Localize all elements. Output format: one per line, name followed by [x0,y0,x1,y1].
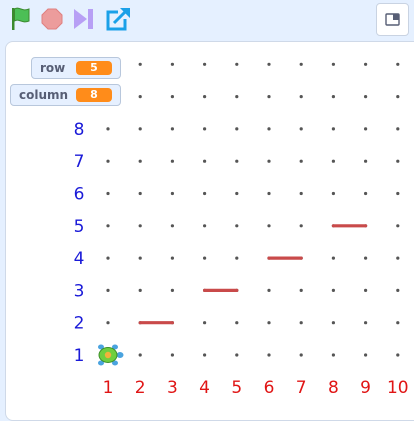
grid-dot [364,289,367,292]
grid-dot [106,321,109,324]
grid-dot [396,63,399,66]
grid-dot [332,95,335,98]
grid-dot [267,353,270,356]
grid-dot [106,160,109,163]
grid-dot [267,63,270,66]
grid-dot [332,257,335,260]
grid-dot [300,160,303,163]
grid-dot [171,63,174,66]
grid-dot [106,257,109,260]
column-number: 3 [166,378,178,398]
grid-dot [171,127,174,130]
column-number: 6 [263,378,275,398]
grid-dot [139,192,142,195]
grid-dot [364,257,367,260]
small-stage-icon [377,4,408,35]
grid-dot [300,353,303,356]
grid-dot [139,353,142,356]
column-monitor-value: 8 [76,88,112,102]
grid-dot [235,160,238,163]
column-number: 8 [327,378,339,398]
small-stage-button[interactable] [376,3,409,36]
grid-dot [203,127,206,130]
grid-dot [364,160,367,163]
grid-dot [235,224,238,227]
row-monitor-label: row [40,61,66,75]
row-number: 3 [73,281,85,302]
grid-dot [396,224,399,227]
grid-dot [364,353,367,356]
grid-dot [139,257,142,260]
row-number: 8 [73,119,85,140]
grid-dot [235,321,238,324]
stop-icon[interactable] [40,6,64,32]
grid-dot [171,192,174,195]
row-monitor-value: 5 [76,61,112,75]
grid-dot [139,127,142,130]
row-number: 2 [73,313,85,334]
grid-dot [171,224,174,227]
grid-dot [300,127,303,130]
grid-dot [171,353,174,356]
grid-dot [267,127,270,130]
grid-dot [235,63,238,66]
grid-dot [203,224,206,227]
stage[interactable] [5,41,414,421]
toolbar [0,0,414,40]
grid-dot [139,160,142,163]
grid-dot [364,192,367,195]
share-icon[interactable] [104,6,132,32]
row-number: 7 [73,152,85,173]
grid-dot [106,289,109,292]
grid-dot [171,160,174,163]
grid-dot [171,289,174,292]
grid-dot [139,289,142,292]
grid-dot [203,257,206,260]
grid-dot [235,192,238,195]
column-number: 1 [102,378,114,398]
grid-dot [235,257,238,260]
grid-dot [332,353,335,356]
grid-dot [332,63,335,66]
grid-dot [203,160,206,163]
row-number: 4 [73,249,85,270]
turtle-sprite[interactable] [98,345,124,366]
grid-dot [106,192,109,195]
grid-dot [171,95,174,98]
grid-dot [171,257,174,260]
grid-dot [300,63,303,66]
row-number: 1 [73,346,85,366]
grid-dot [364,95,367,98]
grid-dot [300,192,303,195]
column-number: 7 [295,378,307,398]
grid-dot [106,127,109,130]
grid-dot [203,192,206,195]
grid-dot [332,289,335,292]
grid-dot [139,95,142,98]
grid-dot [396,321,399,324]
grid-dot [396,95,399,98]
grid-dot [267,224,270,227]
grid-dot [300,95,303,98]
green-flag-icon[interactable] [9,6,33,32]
grid-dot [267,192,270,195]
row-monitor[interactable] [31,57,121,79]
row-number: 5 [73,216,85,237]
grid-dot [364,127,367,130]
grid-dot [267,95,270,98]
grid-dot [235,95,238,98]
column-number: 2 [134,378,146,398]
grid-dot [203,321,206,324]
grid-dot [203,63,206,66]
grid-dot [139,63,142,66]
column-number: 10 [386,378,409,398]
column-monitor[interactable] [10,84,121,106]
column-number: 5 [231,378,243,398]
grid-dot [300,224,303,227]
grid-dot [235,353,238,356]
grid-dot [396,289,399,292]
grid-dot [332,192,335,195]
grid-dot [106,224,109,227]
grid-dot [396,160,399,163]
grid-dot [332,127,335,130]
grid-dot [332,160,335,163]
grid-dot [267,289,270,292]
grid-dot [332,321,335,324]
grid-dot [267,321,270,324]
grid-dot [203,353,206,356]
row-number: 6 [73,184,85,205]
column-number: 4 [199,378,211,398]
grid-dot [235,127,238,130]
grid-dot [300,289,303,292]
grid-dot [139,224,142,227]
column-monitor-label: column [19,88,69,102]
grid-dot [396,127,399,130]
column-number: 9 [360,378,372,398]
grid-dot [267,160,270,163]
step-icon[interactable] [72,6,96,32]
grid-dot [300,321,303,324]
grid-dot [364,63,367,66]
grid-dot [396,353,399,356]
grid-dot [396,192,399,195]
grid-dot [203,95,206,98]
grid-dot [396,257,399,260]
grid-dot [364,321,367,324]
